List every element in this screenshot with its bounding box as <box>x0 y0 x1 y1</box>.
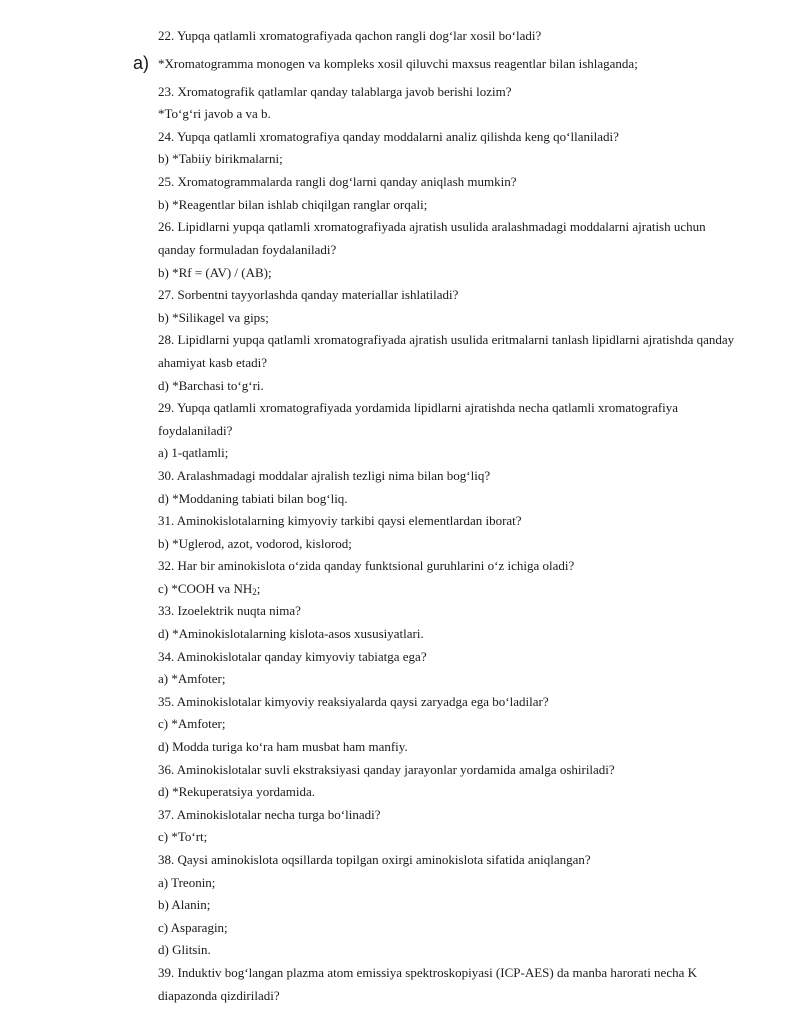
answer-28: d) *Barchasi to‘g‘ri. <box>158 378 264 393</box>
question-29-line-1: 29. Yupqa qatlamli xromatografiyada yordamida lipidlarni ajratishda necha qatlamli xromatografiya <box>158 400 679 415</box>
answer-27: b) *Silikagel va gips; <box>158 310 269 325</box>
question-25: 25. Xromatogrammalarda rangli dog‘larni qanday aniqlash mumkin? <box>158 174 517 189</box>
question-29-line-2: foydalaniladi? <box>158 423 233 438</box>
option-38-a: a) Treonin; <box>158 875 216 890</box>
answer-36: d) *Rekuperatsiya yordamida. <box>158 784 316 799</box>
question-27: 27. Sorbentni tayyorlashda qanday materiallar ishlatiladi? <box>158 287 459 302</box>
answer-32-suffix: ; <box>256 581 261 596</box>
question-31: 31. Aminokislotalarning kimyoviy tarkibi qaysi elementlardan iborat? <box>158 513 522 528</box>
question-23: 23. Xromatografik qatlamlar qanday talablarga javob berishi lozim? <box>158 84 512 99</box>
question-37: 37. Aminokislotalar necha turga bo‘linadi? <box>158 807 381 822</box>
answer-34: a) *Amfoter; <box>158 671 226 686</box>
answer-24: b) *Tabiiy birikmalarni; <box>158 151 283 166</box>
question-35: 35. Aminokislotalar kimyoviy reaksiyalarda qaysi zaryadga ega bo‘ladilar? <box>158 694 549 709</box>
question-24: 24. Yupqa qatlamli xromatografiya qanday moddalarni analiz qilishda keng qo‘llaniladi? <box>158 129 619 144</box>
answer-23: *To‘g‘ri javob a va b. <box>158 106 271 121</box>
question-38: 38. Qaysi aminokislota oqsillarda topilgan oxirgi aminokislota sifatida aniqlangan? <box>158 852 591 867</box>
answer-31: b) *Uglerod, azot, vodorod, kislorod; <box>158 536 352 551</box>
answer-25: b) *Reagentlar bilan ishlab chiqilgan ranglar orqali; <box>158 197 428 212</box>
question-34: 34. Aminokislotalar qanday kimyoviy tabiatga ega? <box>158 649 427 664</box>
question-22: 22. Yupqa qatlamli xromatografiyada qachon rangli dog‘lar xosil bo‘ladi? <box>158 28 542 43</box>
question-39-line-2: diapazonda qizdiriladi? <box>158 988 280 1003</box>
option-38-b: b) Alanin; <box>158 897 211 912</box>
answer-32 <box>158 581 758 600</box>
question-26-line-2: qanday formuladan foydalaniladi? <box>158 242 337 257</box>
answer-32-subscript: 2 <box>252 587 257 597</box>
answer-32-text: c) *COOH va NH <box>158 581 253 596</box>
question-39-line-1: 39. Induktiv bog‘langan plazma atom emissiya spektroskopiyasi (ICP-AES) da manba harorati necha K <box>158 965 698 980</box>
answer-26: b) *Rf = (AV) / (AB); <box>158 265 272 280</box>
question-36: 36. Aminokislotalar suvli ekstraksiyasi qanday jarayonlar yordamida amalga oshiriladi? <box>158 762 615 777</box>
option-38-d: d) Glitsin. <box>158 942 211 957</box>
answer-35-option-c: c) *Amfoter; <box>158 716 226 731</box>
answer-37: c) *To‘rt; <box>158 829 208 844</box>
question-28-line-1: 28. Lipidlarni yupqa qatlamli xromatografiyada ajratish usulida eritmalarni tanlash lipidlarni ajratishda qanday <box>158 332 735 347</box>
question-33: 33. Izoelektrik nuqta nima? <box>158 603 301 618</box>
answer-33: d) *Aminokislotalarning kislota-asos xususiyatlari. <box>158 626 424 641</box>
question-32: 32. Har bir aminokislota o‘zida qanday funktsional guruhlarini o‘z ichiga oladi? <box>158 558 575 573</box>
answer-35-option-d: d) Modda turiga ko‘ra ham musbat ham manfiy. <box>158 739 408 754</box>
answer-marker: a) <box>133 53 150 73</box>
question-30: 30. Aralashmadagi moddalar ajralish tezligi nima bilan bog‘liq? <box>158 468 491 483</box>
question-26-line-1: 26. Lipidlarni yupqa qatlamli xromatografiyada ajratish usulida aralashmadagi moddalarni ajratish uchun <box>158 219 706 234</box>
answer-29: a) 1-qatlamli; <box>158 445 229 460</box>
option-38-c: c) Asparagin; <box>158 920 228 935</box>
question-28-line-2: ahamiyat kasb etadi? <box>158 355 268 370</box>
answer-30: d) *Moddaning tabiati bilan bog‘liq. <box>158 491 348 506</box>
answer-22: *Xromatogramma monogen va kompleks xosil qiluvchi maxsus reagentlar bilan ishlaganda; <box>158 56 638 71</box>
